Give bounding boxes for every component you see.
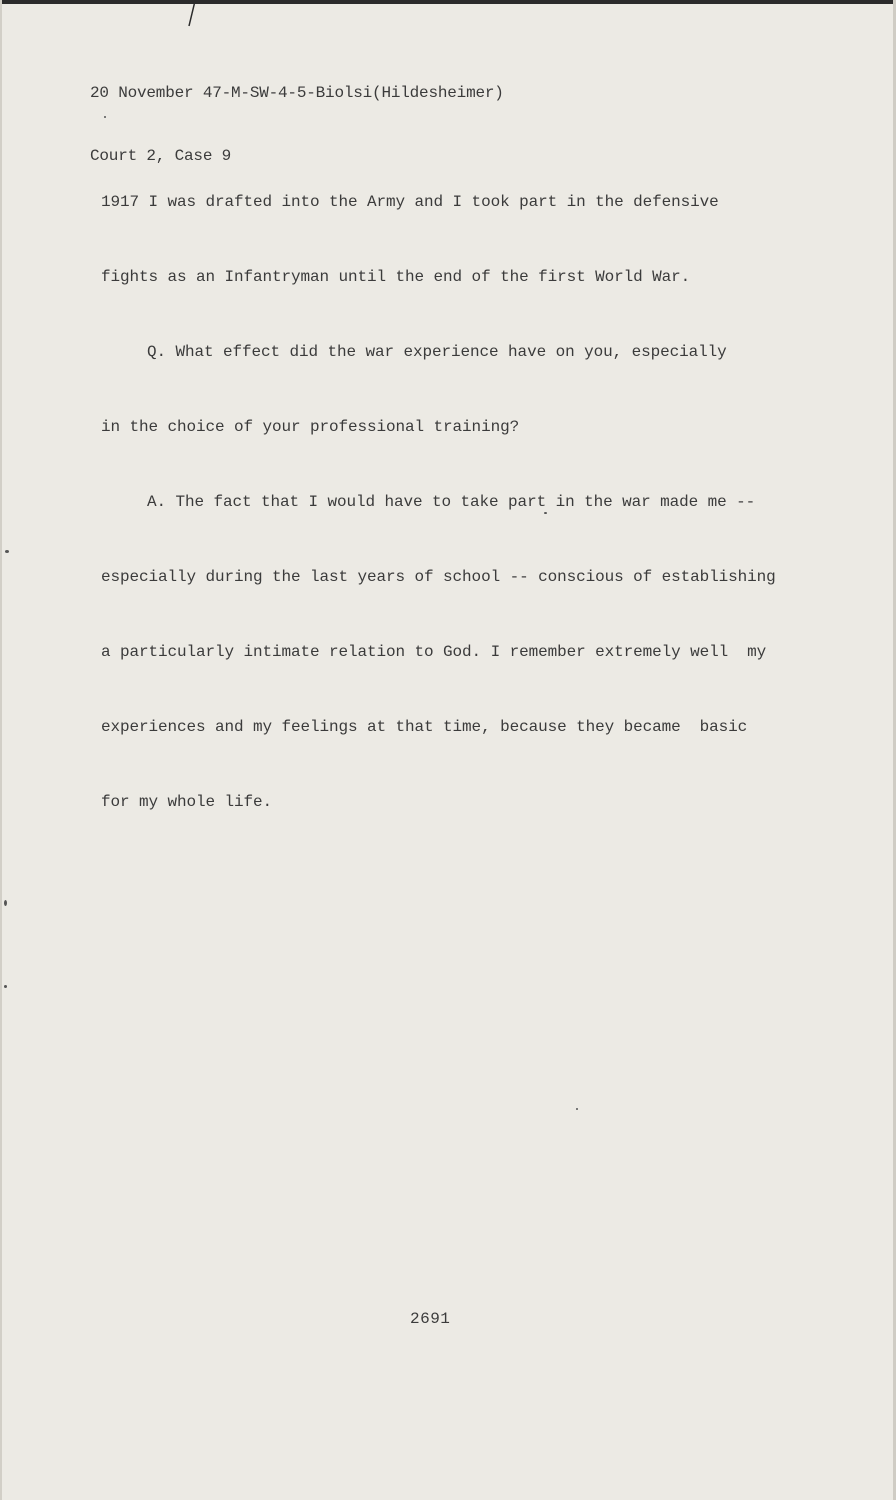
paper-speck: [576, 1108, 578, 1110]
paper-speck: [544, 512, 547, 514]
transcript-body: [101, 153, 801, 864]
page-top-edge: [0, 0, 896, 4]
transcript-line: especially during the last years of school -- conscious of establishing: [101, 568, 776, 586]
paper-speck: [5, 550, 9, 553]
transcript-line: in the choice of your professional training?: [101, 418, 520, 436]
paper-speck: [4, 985, 7, 988]
paper-speck: [4, 900, 7, 906]
paper-speck: [104, 116, 106, 118]
question-line: Q. What effect did the war experience have on you, especially: [147, 343, 727, 361]
page-number: 2691: [410, 1310, 451, 1328]
transcript-line: 1917 I was drafted into the Army and I took part in the defensive: [101, 193, 719, 211]
answer-line: A. The fact that I would have to take part in the war made me --: [147, 493, 756, 511]
transcript-line: experiences and my feelings at that time, because they became basic: [101, 718, 748, 736]
transcript-line: for my whole life.: [101, 793, 273, 811]
header-court-case: Court 2, Case 9: [90, 147, 232, 165]
transcript-line: a particularly intimate relation to God. I remember extremely well my: [101, 643, 767, 661]
transcript-line: fights as an Infantryman until the end of the first World War.: [101, 268, 691, 286]
page-left-edge: [0, 0, 2, 1500]
pen-tick-mark: [183, 0, 197, 28]
header-date-reference: 20 November 47-M-SW-4-5-Biolsi(Hildesheimer): [90, 84, 504, 102]
